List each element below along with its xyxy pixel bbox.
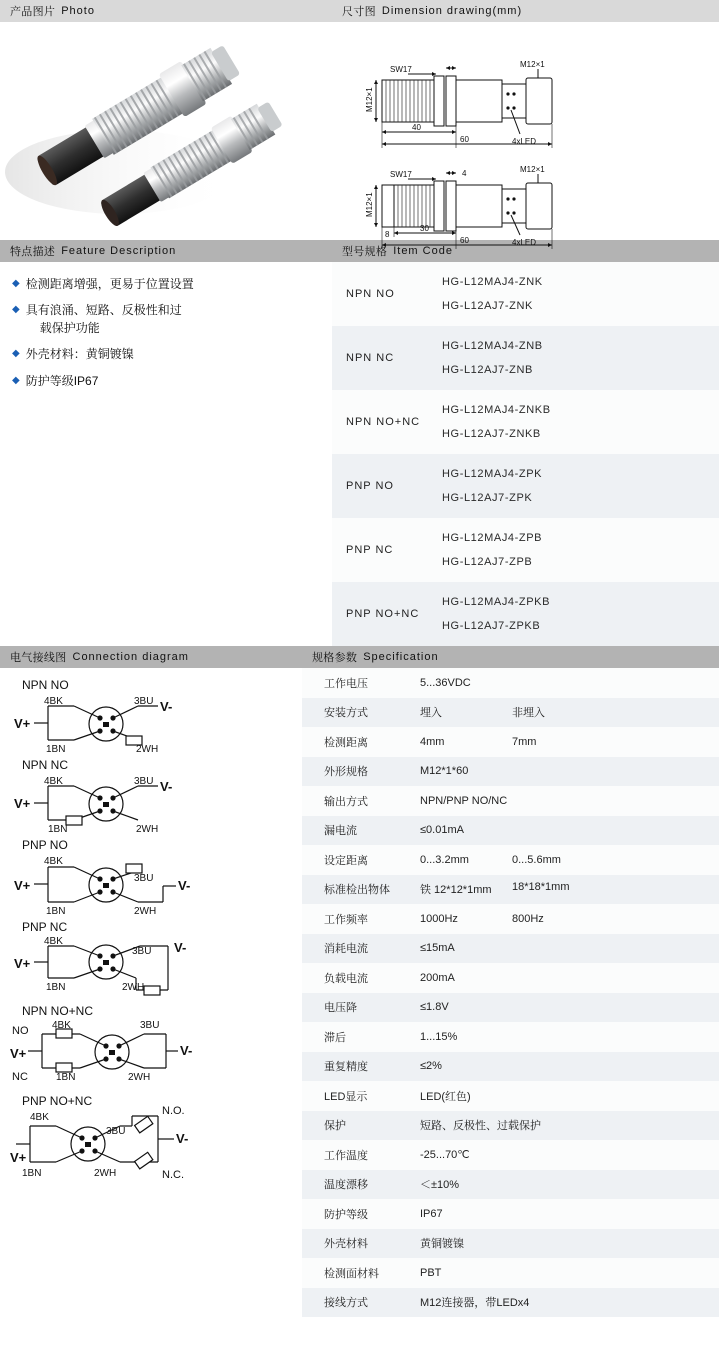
spec-label: 负载电流 <box>324 972 368 985</box>
dimension-section-header <box>332 0 719 22</box>
table-row <box>332 390 719 454</box>
spec-value-2: 非埋入 <box>512 707 545 720</box>
spec-section-header <box>302 646 719 668</box>
svg-text:3BU: 3BU <box>132 946 152 957</box>
svg-text:60: 60 <box>460 236 469 245</box>
connection-title: NPN NC <box>22 758 69 772</box>
feature-item <box>12 302 322 337</box>
spec-value-2: 18*18*1mm <box>512 881 570 894</box>
feature-text: 防护等级IP67 <box>25 373 99 388</box>
spec-value-1: -25...70℃ <box>420 1149 470 1162</box>
connection-title: NPN NO+NC <box>22 1004 94 1018</box>
spec-label: 外形规格 <box>324 766 368 779</box>
dimension-header-cn: 尺寸图 <box>342 6 376 18</box>
svg-text:1BN: 1BN <box>48 824 68 835</box>
table-row <box>302 1052 719 1082</box>
table-row <box>302 1022 719 1052</box>
feature-text-continued: 载保护功能 <box>39 320 100 335</box>
item-code-type: PNP NO <box>346 480 394 492</box>
svg-text:SW17: SW17 <box>390 65 412 74</box>
item-code-value: HG-L12MAJ4-ZPK <box>442 468 543 480</box>
table-row <box>302 698 719 728</box>
svg-text:3BU: 3BU <box>106 1126 126 1137</box>
feature-item <box>12 276 322 293</box>
svg-text:30: 30 <box>420 224 429 233</box>
table-row <box>302 727 719 757</box>
svg-text:8: 8 <box>385 230 390 239</box>
spec-label: 工作电压 <box>324 677 368 690</box>
item-code-value: HG-L12MAJ4-ZNB <box>442 340 543 352</box>
table-row <box>302 934 719 964</box>
spec-value-1: 0...3.2mm <box>420 853 469 866</box>
spec-label: LED显示 <box>324 1090 368 1103</box>
svg-text:SW17: SW17 <box>390 170 412 179</box>
connection-title: PNP NC <box>22 920 68 934</box>
table-row <box>302 963 719 993</box>
svg-text:V-: V- <box>174 940 187 955</box>
connection-svg-npn-no <box>8 692 298 754</box>
svg-text:2WH: 2WH <box>94 1168 117 1179</box>
feature-item <box>12 346 322 363</box>
item-code-value: HG-L12AJ7-ZPKB <box>442 620 541 632</box>
item-code-value: HG-L12MAJ4-ZPKB <box>442 596 551 608</box>
spec-label: 输出方式 <box>324 795 368 808</box>
spec-label: 工作温度 <box>324 1149 368 1162</box>
svg-text:3BU: 3BU <box>134 696 154 707</box>
connection-svg-pnp-no <box>8 852 298 916</box>
spec-value-2: 0...5.6mm <box>512 853 561 866</box>
spec-value-1: 200mA <box>420 971 455 984</box>
connection-title: PNP NO+NC <box>22 1094 93 1108</box>
photo-header-en: Photo <box>61 5 95 17</box>
feature-list <box>0 262 332 646</box>
svg-text:2WH: 2WH <box>122 982 145 993</box>
dimension-drawing-svg <box>332 22 719 247</box>
svg-text:4BK: 4BK <box>30 1112 49 1123</box>
spec-header-cn: 规格参数 <box>312 652 358 664</box>
spec-label: 检测距离 <box>324 736 368 749</box>
table-row <box>302 1229 719 1259</box>
svg-text:V+: V+ <box>10 1046 27 1061</box>
feature-section-header <box>0 240 332 262</box>
item-code-value: HG-L12MAJ4-ZNKB <box>442 404 551 416</box>
connection-block-pnp-nc <box>8 920 302 1000</box>
feature-text: 外壳材料：黄铜镀镍 <box>25 347 134 362</box>
svg-text:1BN: 1BN <box>46 906 66 917</box>
svg-text:4xLED: 4xLED <box>512 238 537 247</box>
item-code-value: HG-L12MAJ4-ZNK <box>442 276 543 288</box>
connection-block-pnp-no <box>8 838 302 916</box>
connection-title: PNP NO <box>22 838 68 852</box>
itemcode-header-cn: 型号规格 <box>342 246 388 258</box>
svg-text:M12×1: M12×1 <box>365 192 374 217</box>
connection-svg-npn-nc <box>8 772 298 834</box>
item-code-type: NPN NO+NC <box>346 416 421 428</box>
table-row <box>332 262 719 326</box>
item-code-value: HG-L12MAJ4-ZPB <box>442 532 543 544</box>
diamond-bullet-icon: ◆ <box>12 348 20 360</box>
spec-value-1: M12*1*60 <box>420 765 469 778</box>
connection-block-npn-nc <box>8 758 302 834</box>
item-code-type: PNP NO+NC <box>346 608 420 620</box>
table-row <box>302 786 719 816</box>
svg-text:NC: NC <box>12 1071 28 1083</box>
svg-text:4BK: 4BK <box>44 936 63 947</box>
spec-value-1: ≤15mA <box>420 942 455 955</box>
svg-text:N.C.: N.C. <box>162 1169 184 1181</box>
svg-text:V-: V- <box>178 878 191 893</box>
top-header-row <box>0 0 719 22</box>
item-code-value: HG-L12AJ7-ZNK <box>442 300 533 312</box>
svg-text:2WH: 2WH <box>136 744 159 755</box>
svg-text:4BK: 4BK <box>44 696 63 707</box>
svg-text:1BN: 1BN <box>46 982 66 993</box>
connection-block-npn-no <box>8 678 302 754</box>
svg-text:3BU: 3BU <box>140 1020 160 1031</box>
bottom-content-row <box>0 668 719 1317</box>
table-row <box>302 1140 719 1170</box>
spec-value-2: 800Hz <box>512 912 544 925</box>
spec-value-1: 5...36VDC <box>420 676 471 689</box>
connection-header-en: Connection diagram <box>72 651 189 663</box>
spec-value-1: 埋入 <box>420 707 442 720</box>
spec-label: 安装方式 <box>324 707 368 720</box>
item-code-table <box>332 262 719 646</box>
diamond-bullet-icon: ◆ <box>12 304 20 316</box>
spec-label: 工作频率 <box>324 913 368 926</box>
table-row <box>302 1081 719 1111</box>
diamond-bullet-icon: ◆ <box>12 374 20 386</box>
svg-text:40: 40 <box>412 123 421 132</box>
connection-svg-pnp-no-nc <box>8 1105 298 1182</box>
table-row <box>332 454 719 518</box>
spec-value-1: NPN/PNP NO/NC <box>420 794 508 807</box>
mid-header-row <box>0 240 719 262</box>
spec-header-en: Specification <box>363 651 439 663</box>
svg-text:M12×1: M12×1 <box>520 165 545 174</box>
table-row <box>302 1288 719 1318</box>
spec-value-1: 1...15% <box>420 1030 458 1043</box>
item-code-value: HG-L12AJ7-ZPK <box>442 492 533 504</box>
dimension-drawing <box>332 22 719 247</box>
svg-text:4BK: 4BK <box>44 776 63 787</box>
svg-text:V-: V- <box>160 699 173 714</box>
spec-value-1: ≤2% <box>420 1060 442 1073</box>
table-row <box>302 757 719 787</box>
photo-header-cn: 产品图片 <box>10 6 56 18</box>
spec-label: 设定距离 <box>324 854 368 867</box>
spec-value-1: LED(红色) <box>420 1090 471 1103</box>
svg-text:V+: V+ <box>10 1150 27 1165</box>
spec-value-1: IP67 <box>420 1207 443 1220</box>
connection-svg-npn-no-nc <box>8 1018 298 1090</box>
svg-text:V+: V+ <box>14 956 31 971</box>
table-row <box>302 904 719 934</box>
feature-text: 具有浪涌、短路、反极性和过 <box>25 303 182 318</box>
table-row <box>302 993 719 1023</box>
spec-value-1: ≤1.8V <box>420 1001 449 1014</box>
svg-text:N.O.: N.O. <box>162 1105 185 1117</box>
table-row <box>302 816 719 846</box>
spec-label: 外壳材料 <box>324 1238 368 1251</box>
svg-text:3BU: 3BU <box>134 776 154 787</box>
item-code-value: HG-L12AJ7-ZPB <box>442 556 533 568</box>
svg-text:V-: V- <box>180 1043 193 1058</box>
svg-text:2WH: 2WH <box>134 906 157 917</box>
svg-text:M12×1: M12×1 <box>365 87 374 112</box>
diamond-bullet-icon: ◆ <box>12 278 20 289</box>
spec-value-1: ≤0.01mA <box>420 824 464 837</box>
svg-text:4: 4 <box>462 169 467 178</box>
spec-label: 滞后 <box>324 1031 346 1044</box>
specification-table <box>302 668 719 1317</box>
spec-label: 保护 <box>324 1120 346 1133</box>
spec-value-1: ＜±10% <box>420 1179 460 1192</box>
table-row <box>302 1258 719 1288</box>
connection-diagrams <box>0 668 302 1317</box>
spec-label: 检测面材料 <box>324 1267 379 1280</box>
svg-text:2WH: 2WH <box>136 824 159 835</box>
feature-header-cn: 特点描述 <box>10 246 56 258</box>
connection-block-npn-no-nc <box>8 1004 302 1090</box>
svg-text:3BU: 3BU <box>134 873 154 884</box>
item-code-type: NPN NC <box>346 352 395 364</box>
svg-text:4BK: 4BK <box>44 856 63 867</box>
feature-item <box>12 373 322 390</box>
spec-label: 温度漂移 <box>324 1179 368 1192</box>
table-row <box>332 582 719 646</box>
spec-value-1: 黄铜镀镍 <box>420 1238 464 1251</box>
spec-label: 消耗电流 <box>324 943 368 956</box>
spec-value-1: 短路、反极性、过载保护 <box>420 1120 541 1133</box>
item-code-type: PNP NC <box>346 544 394 556</box>
spec-value-1: 铁 12*12*1mm <box>420 884 492 897</box>
spec-value-1: 1000Hz <box>420 912 458 925</box>
connection-block-pnp-no-nc <box>8 1094 302 1182</box>
table-row <box>302 668 719 698</box>
svg-text:1BN: 1BN <box>46 744 66 755</box>
spec-label: 标准检出物体 <box>324 884 390 897</box>
product-photo-illustration <box>0 22 332 240</box>
spec-value-1: M12连接器，带LEDx4 <box>420 1297 530 1310</box>
spec-label: 漏电流 <box>324 825 357 838</box>
spec-label: 接线方式 <box>324 1297 368 1310</box>
product-photo <box>0 22 332 240</box>
dimension-header-en: Dimension drawing(mm) <box>381 5 523 17</box>
table-row <box>302 1111 719 1141</box>
svg-text:4BK: 4BK <box>52 1020 71 1031</box>
connection-section-header <box>0 646 302 668</box>
table-row <box>302 875 719 905</box>
svg-text:V+: V+ <box>14 878 31 893</box>
svg-text:60: 60 <box>460 135 469 144</box>
top-content-row <box>0 22 719 247</box>
spec-value-1: PBT <box>420 1266 442 1279</box>
svg-text:V+: V+ <box>14 796 31 811</box>
connection-header-cn: 电气接线图 <box>10 652 67 664</box>
table-row <box>302 1170 719 1200</box>
svg-text:NO: NO <box>12 1025 29 1037</box>
svg-text:1BN: 1BN <box>22 1168 42 1179</box>
svg-text:V-: V- <box>160 779 173 794</box>
svg-text:1BN: 1BN <box>56 1072 76 1083</box>
spec-label: 电压降 <box>324 1002 357 1015</box>
table-row <box>302 1199 719 1229</box>
svg-text:V+: V+ <box>14 716 31 731</box>
svg-text:4xLED: 4xLED <box>512 137 537 146</box>
spec-value-1: 4mm <box>420 735 445 748</box>
spec-label: 重复精度 <box>324 1061 368 1074</box>
feature-text: 检测距离增强，更易于位置设置 <box>25 277 194 291</box>
bottom-header-row <box>0 646 719 668</box>
spec-value-2: 7mm <box>512 735 537 748</box>
photo-section-header <box>0 0 332 22</box>
connection-title: NPN NO <box>22 678 69 692</box>
item-code-value: HG-L12AJ7-ZNB <box>442 364 533 376</box>
svg-text:V-: V- <box>176 1131 189 1146</box>
table-row <box>332 326 719 390</box>
table-row <box>302 845 719 875</box>
connection-svg-pnp-nc <box>8 934 298 1000</box>
itemcode-header-en: Item Code <box>393 245 453 257</box>
item-code-type: NPN NO <box>346 288 395 300</box>
spec-label: 防护等级 <box>324 1208 368 1221</box>
svg-text:M12×1: M12×1 <box>520 60 545 69</box>
feature-header-en: Feature Description <box>61 245 177 257</box>
svg-text:2WH: 2WH <box>128 1072 151 1083</box>
mid-content-row <box>0 262 719 646</box>
item-code-value: HG-L12AJ7-ZNKB <box>442 428 541 440</box>
table-row <box>332 518 719 582</box>
